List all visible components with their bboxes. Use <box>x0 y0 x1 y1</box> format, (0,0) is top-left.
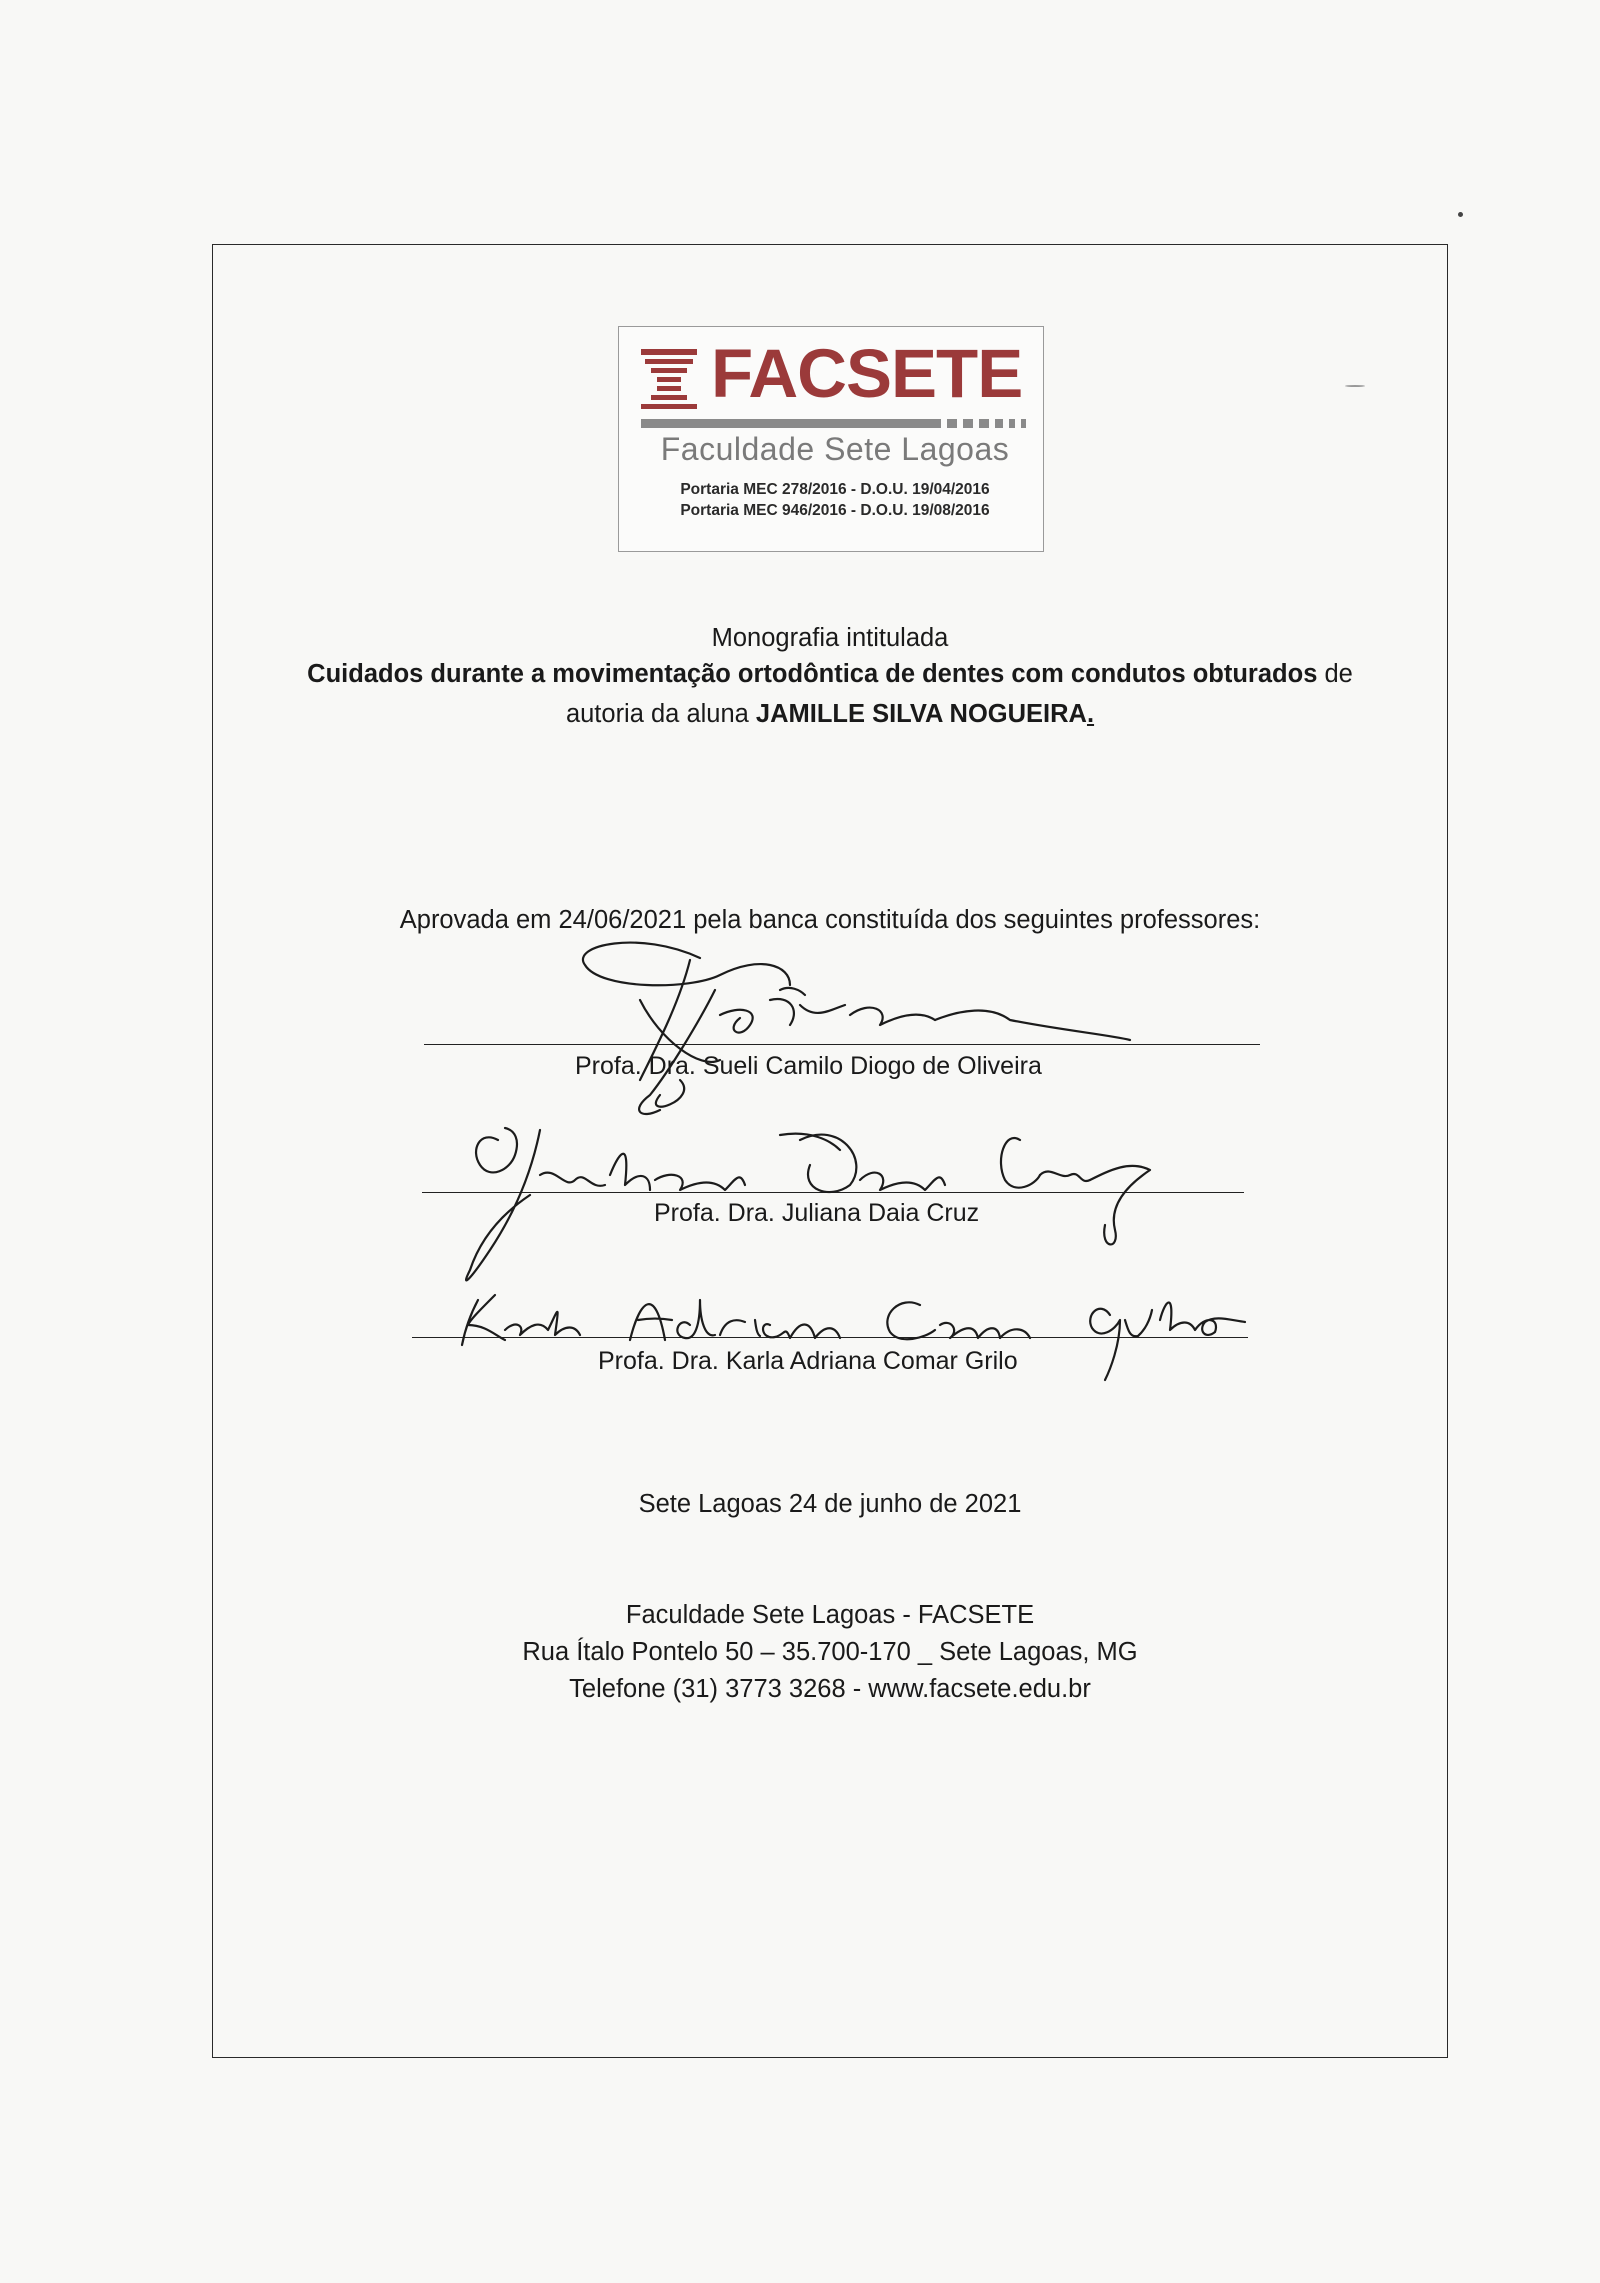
place-date: Sete Lagoas 24 de junho de 2021 <box>638 1490 1022 1518</box>
examiner-name-2: Profa. Dra. Juliana Daia Cruz <box>654 1199 980 1227</box>
logo-divider-bar <box>641 419 1029 428</box>
footer-address: Rua Ítalo Pontelo 50 – 35.700-170 _ Sete Lagoas, MG <box>522 1638 1138 1666</box>
author-end: . <box>1086 700 1095 728</box>
footer-phone: Telefone (31) 3773 3268 - www.facsete.edu.br <box>569 1675 1091 1703</box>
stacked-bars-triangle-icon <box>641 349 697 409</box>
author-prefix: autoria da aluna <box>565 700 756 728</box>
monograph-intro: Monografia intitulada <box>711 624 949 652</box>
author-line <box>212 700 1448 729</box>
title-suffix: de <box>1317 660 1353 688</box>
signature-line-1 <box>424 1044 1260 1045</box>
logo-subtitle: Faculdade Sete Lagoas <box>660 431 1010 467</box>
examiner-name-1: Profa. Dra. Sueli Camilo Diogo de Oliveira <box>575 1052 1042 1080</box>
examiner-name-3: Profa. Dra. Karla Adriana Comar Grilo <box>598 1347 1018 1375</box>
scan-speck <box>1345 385 1365 387</box>
scan-speck <box>1458 212 1463 217</box>
monograph-title-line <box>212 660 1448 689</box>
signature-line-3 <box>412 1337 1248 1338</box>
portaria-line-1: Portaria MEC 278/2016 - D.O.U. 19/04/2016 <box>680 481 990 498</box>
monograph-title: Cuidados durante a movimentação ortodôntica de dentes com condutos obturados <box>307 660 1318 688</box>
author-name: JAMILLE SILVA NOGUEIRA <box>755 700 1087 728</box>
logo-name: FACSETE <box>711 335 1023 412</box>
footer-institution: Faculdade Sete Lagoas - FACSETE <box>625 1601 1035 1629</box>
approval-statement: Aprovada em 24/06/2021 pela banca constituída dos seguintes professores: <box>399 906 1261 934</box>
portaria-line-2: Portaria MEC 946/2016 - D.O.U. 19/08/2016 <box>680 502 990 519</box>
signature-line-2 <box>422 1192 1244 1193</box>
institution-logo <box>618 326 1044 552</box>
